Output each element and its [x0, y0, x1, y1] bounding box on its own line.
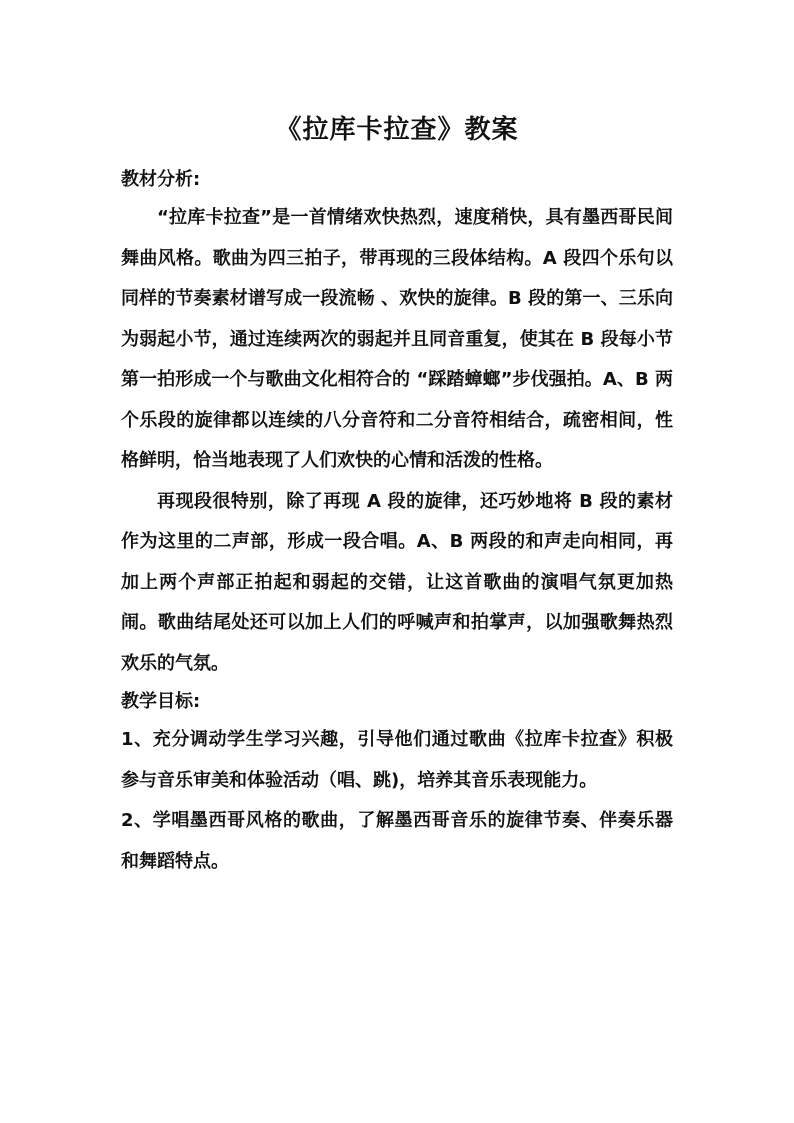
goal-item-2: 2、学唱墨西哥风格的歌曲，了解墨西哥音乐的旋律节奏、伴奏乐器和舞蹈特点。 [121, 810, 673, 872]
paragraph-analysis-2: 再现段很特别，除了再现 A 段的旋律，还巧妙地将 B 段的素材作为这里的二声部，形成一段合唱。A、B 两段的和声走向相同，再加上两个声部正拍起和弱起的交错，让这首歌曲的演唱气氛更加热闹。歌曲结尾处还可以加上人们的呼喊声和拍掌声，以加强歌舞热烈欢乐的气氛。 [121, 490, 673, 674]
goal-item-1: 1、充分调动学生学习兴趣，引导他们通过歌曲《拉库卡拉查》积极参与音乐审美和体验活动（唱、跳)，培养其音乐表现能力。 [121, 729, 673, 791]
section-teaching-goals [121, 684, 673, 882]
section-heading-teaching-goals: 教学目标: [121, 691, 201, 712]
paragraph-analysis-1: “拉库卡拉查”是一首情绪欢快热烈，速度稍快，具有墨西哥民间舞曲风格。歌曲为四三拍子，带再现的三段体结构。A 段四个乐句以同样的节奏素材谱写成一段流畅 、欢快的旋律。B 段的第一、三乐向为弱起小节，通过连续两次的弱起并且同音重复，使其在 B 段每小节第一拍形成一个与歌曲文化相符合的 “踩踏蟑螂”步伐强拍。A、B 两个乐段的旋律都以连续的八分音符和二分音符相结合，疏密相间，性格鲜明，恰当地表现了人们欢快的心情和活泼的性格。 [121, 207, 673, 471]
section-heading-material-analysis: 教材分析: [121, 169, 201, 190]
section-material-analysis [121, 162, 673, 684]
document-title: 《拉库卡拉查》教案 [275, 115, 519, 145]
document-page [121, 110, 673, 882]
